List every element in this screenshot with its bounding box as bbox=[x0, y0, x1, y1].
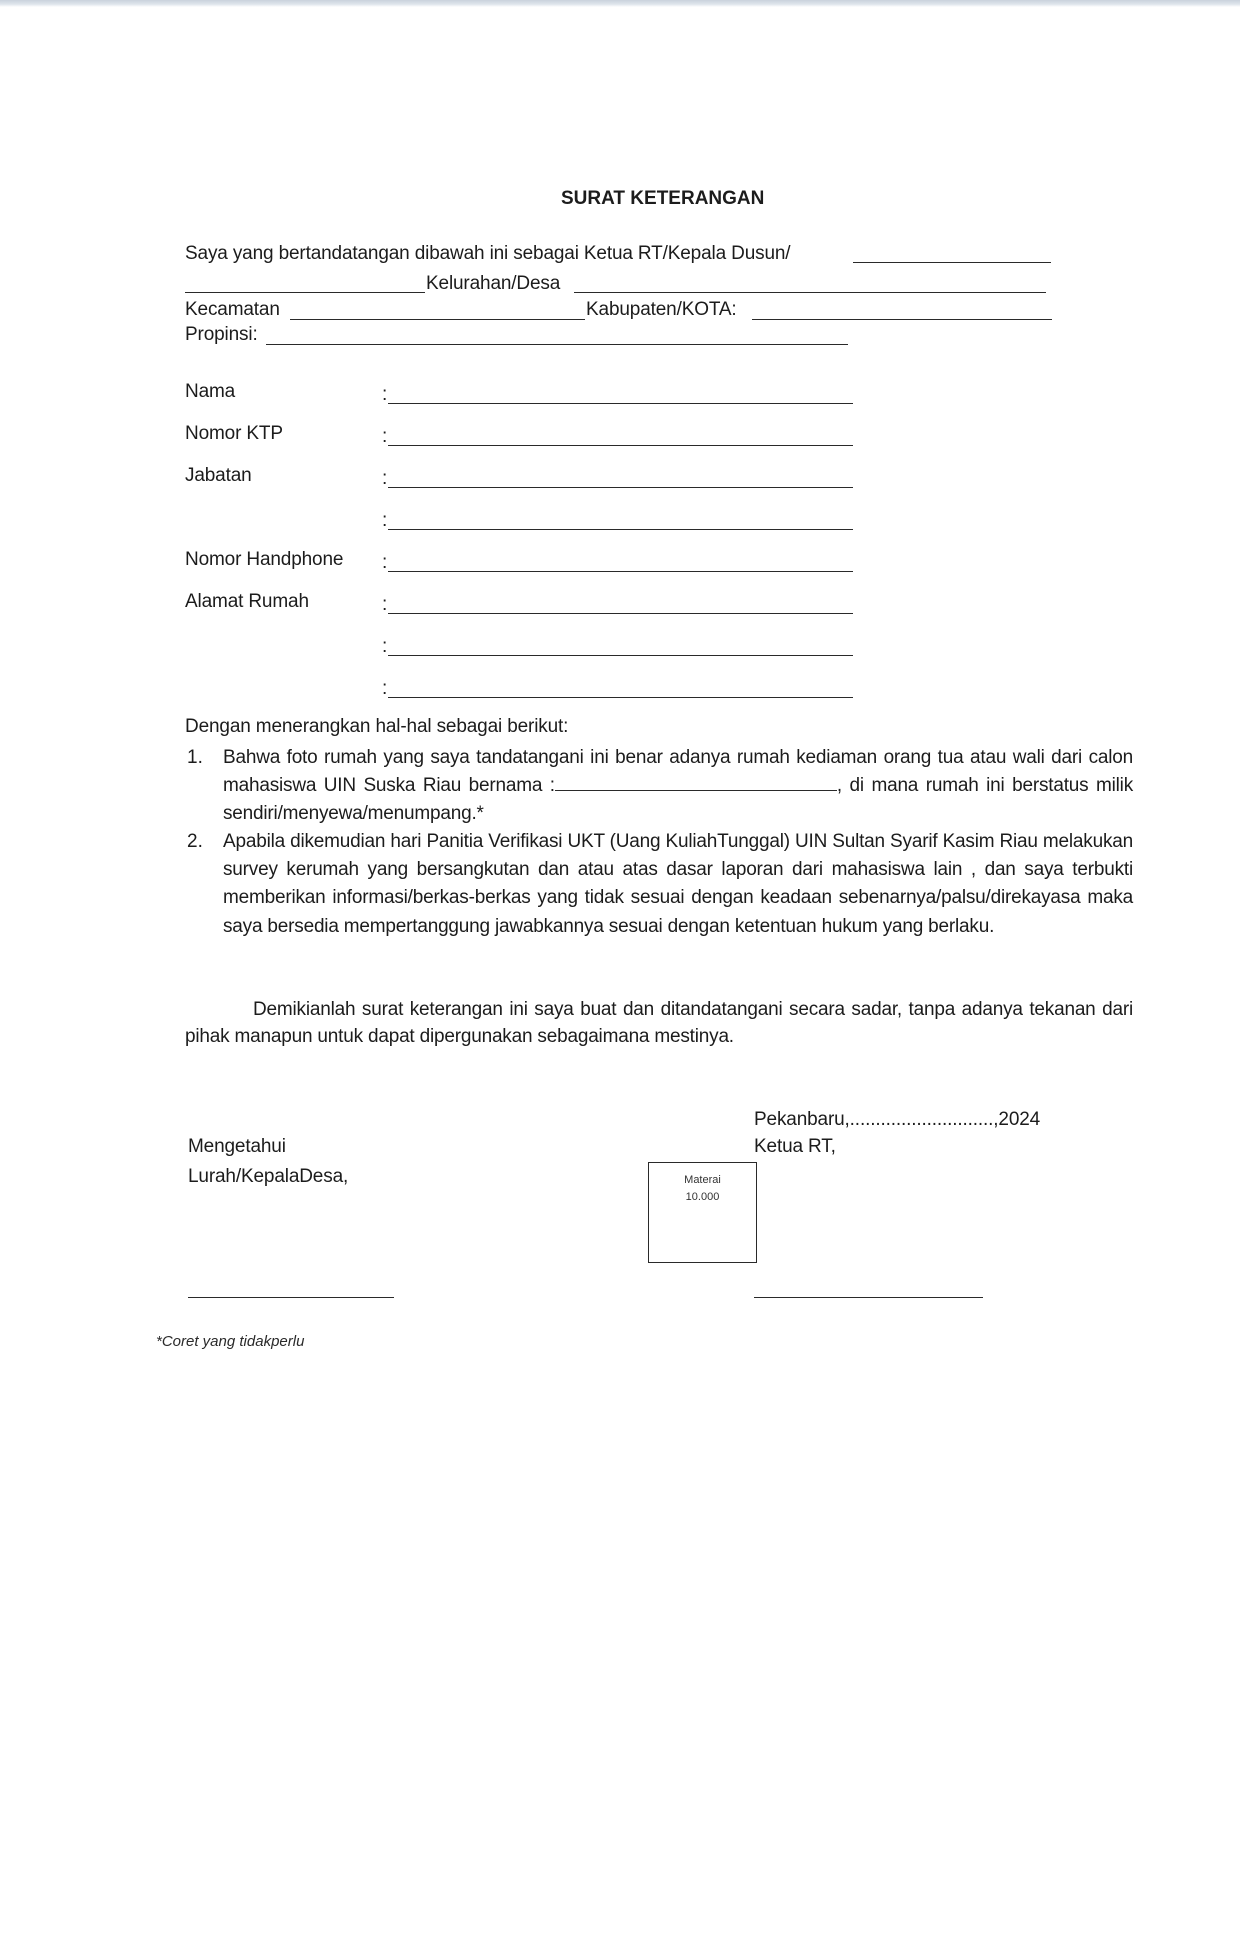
lurah-signature-line[interactable] bbox=[188, 1297, 394, 1298]
stamp-duty-box bbox=[648, 1162, 757, 1263]
acknowledged-label: Mengetahui bbox=[188, 1136, 286, 1157]
propinsi-blank[interactable] bbox=[266, 344, 848, 345]
field-label-nomor-handphone: Nomor Handphone bbox=[185, 549, 344, 570]
footnote: *Coret yang tidakperlu bbox=[156, 1333, 305, 1350]
kelurahan-desa-label: Kelurahan/Desa bbox=[426, 273, 561, 294]
nomor-ktp-input-line[interactable] bbox=[388, 445, 853, 446]
item-number: 2. bbox=[187, 831, 203, 852]
statement-item-2: Apabila dikemudian hari Panitia Verifikasi UKT (Uang KuliahTunggal) UIN Sultan Syarif Kasim Riau melakukan survey kerumah yang bersangkutan dan atau atas dasar laporan dari mahasiswa lain , dan saya terbukti memberikan informasi/berkas-berkas yang tidak sesuai dengan keadaan sebenarnya/palsu/direkayasa maka saya bersedia mempertanggung jawabkannya sesuai dengan ketentuan hukum yang berlaku. bbox=[223, 831, 1133, 937]
field-label-alamat-rumah: Alamat Rumah bbox=[185, 591, 309, 612]
ketua-rt-signature-line[interactable] bbox=[754, 1297, 983, 1298]
dusun-blank[interactable] bbox=[853, 262, 1051, 263]
statement-item-1 bbox=[223, 744, 1133, 829]
closing-text: Demikianlah surat keterangan ini saya buat dan ditandatangani secara sadar, tanpa adanya tekanan dari pihak manapun untuk dapat dipergunakan sebagaimana mestinya. bbox=[185, 999, 1133, 1047]
item-1-text-after: , di mana rumah ini berstatus milik sendiri/menyewa/menumpang.* bbox=[223, 775, 1133, 825]
item-1-text-before: Bahwa foto rumah yang saya tandatangani ini benar adanya rumah kediaman orang tua atau wali dari calon mahasiswa UIN Suska Riau bernama : bbox=[223, 747, 1133, 797]
lurah-kepala-desa-label: Lurah/KepalaDesa, bbox=[188, 1166, 349, 1187]
nomor-handphone-input-line[interactable] bbox=[388, 571, 853, 572]
intro-text: Dengan menerangkan hal-hal sebagai berikut: bbox=[185, 716, 569, 737]
kabupaten-kota-label: Kabupaten/KOTA: bbox=[586, 299, 737, 320]
place-date: Pekanbaru,............................,2024 bbox=[754, 1109, 1041, 1130]
field-colon: : bbox=[382, 426, 388, 447]
student-name-blank[interactable] bbox=[555, 772, 837, 791]
alamat-continued-input-line[interactable] bbox=[388, 655, 853, 656]
stamp-label: Materai bbox=[684, 1174, 721, 1186]
field-colon: : bbox=[382, 384, 388, 405]
jabatan-input-line[interactable] bbox=[388, 487, 853, 488]
field-colon: : bbox=[382, 636, 388, 657]
field-colon: : bbox=[382, 510, 388, 531]
alamat-rumah-input-line[interactable] bbox=[388, 613, 853, 614]
field-label-nomor-ktp: Nomor KTP bbox=[185, 423, 283, 444]
field-colon: : bbox=[382, 678, 388, 699]
kabupaten-kota-blank[interactable] bbox=[752, 319, 1052, 320]
stamp-value: 10.000 bbox=[685, 1191, 720, 1203]
field-colon: : bbox=[382, 468, 388, 489]
jabatan-continued-input-line[interactable] bbox=[388, 529, 853, 530]
ketua-rt-label: Ketua RT, bbox=[754, 1136, 836, 1157]
kelurahan-name-blank[interactable] bbox=[185, 292, 425, 293]
closing-paragraph bbox=[185, 996, 1133, 1050]
field-colon: : bbox=[382, 594, 388, 615]
scan-top-edge bbox=[0, 0, 1240, 7]
item-number: 1. bbox=[187, 747, 203, 768]
alamat-continued-input-line[interactable] bbox=[388, 697, 853, 698]
header-line1-text: Saya yang bertandatangan dibawah ini sebagai Ketua RT/Kepala Dusun/ bbox=[185, 243, 791, 264]
field-label-nama: Nama bbox=[185, 381, 236, 402]
document-title: SURAT KETERANGAN bbox=[561, 188, 765, 209]
kecamatan-blank[interactable] bbox=[290, 319, 585, 320]
nama-input-line[interactable] bbox=[388, 403, 853, 404]
kecamatan-label: Kecamatan bbox=[185, 299, 280, 320]
field-colon: : bbox=[382, 552, 388, 573]
propinsi-label: Propinsi: bbox=[185, 324, 258, 345]
desa-blank[interactable] bbox=[574, 292, 1046, 293]
field-label-jabatan: Jabatan bbox=[185, 465, 252, 486]
